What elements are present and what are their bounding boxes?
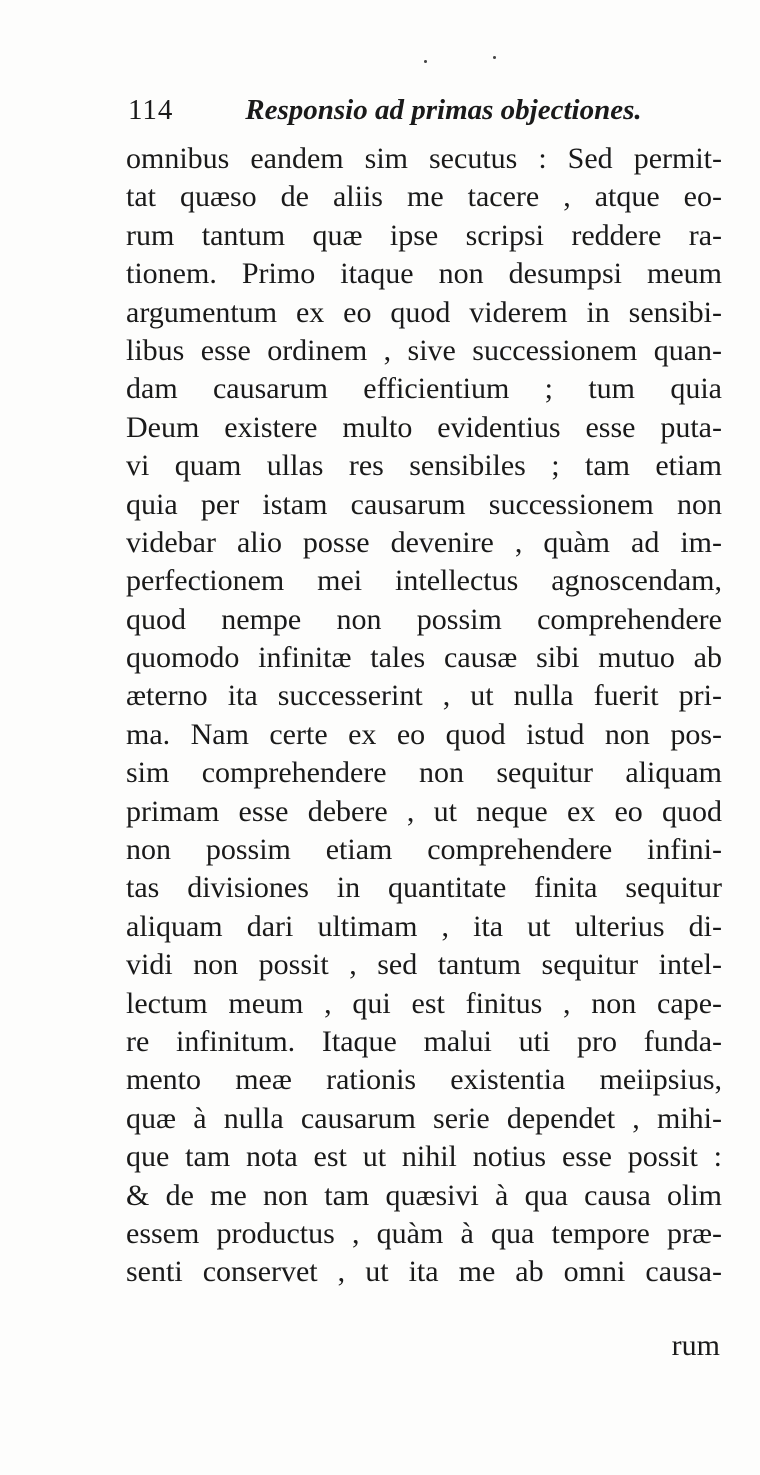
text-line: essem productus , quàm à qua tempore præ- [126,1216,722,1250]
page-number: 114 [128,94,174,126]
text-line: sim comprehendere non sequitur aliquam [126,756,722,790]
text-line: quomodo infinitæ tales causæ sibi mutuo ab [126,641,722,675]
text-line: senti conservet , ut ita me ab omni causa- [126,1255,722,1289]
text-line: quod nempe non possim comprehendere [126,602,722,636]
text-line: non possim etiam comprehendere infini- [126,833,722,867]
text-line: libus esse ordinem , sive successionem quan- [126,333,722,367]
ink-speck [424,60,427,63]
text-line: omnibus eandem sim secutus : Sed permit- [126,142,722,175]
text-line: que tam nota est ut nihil notius esse possit : [126,1140,722,1174]
text-line: vidi non possit , sed tantum sequitur intel- [126,948,722,982]
text-line: lectum meum , qui est finitus , non cape- [126,986,722,1020]
text-line: tionem. Primo itaque non desumpsi meum [126,257,722,291]
text-line: perfectionem mei intellectus agnoscendam, [126,564,722,598]
text-line: quia per istam causarum successionem non [126,487,722,521]
catchword: rum [671,1329,720,1362]
text-line: & de me non tam quæsivi à qua causa olim [126,1178,722,1212]
ink-speck [493,56,496,59]
text-line: quæ à nulla causarum serie dependet , mihi- [126,1101,722,1135]
text-line: æterno ita successerint , ut nulla fuerit pri- [126,679,722,713]
text-line: re infinitum. Itaque malui uti pro funda- [126,1024,722,1058]
text-line: tat quæso de aliis me tacere , atque eo- [126,180,722,214]
body-text [126,140,722,1292]
text-line: tas divisiones in quantitate finita sequitur [126,871,722,905]
text-line: mento meæ rationis existentia meiipsius, [126,1063,722,1097]
text-line: vi quam ullas res sensibiles ; tam etiam [126,449,722,483]
text-line: rum tantum quæ ipse scripsi reddere ra- [126,218,722,252]
text-line: aliquam dari ultimam , ita ut ulterius di- [126,909,722,943]
text-line: argumentum ex eo quod viderem in sensibi- [126,295,722,329]
text-line: ma. Nam certe ex eo quod istud non pos- [126,717,722,751]
running-title: Responsio ad primas objectiones. [245,94,642,126]
text-line: Deum existere multo evidentius esse puta- [126,410,722,444]
text-line: dam causarum efficientium ; tum quia [126,372,722,406]
text-line: primam esse debere , ut neque ex eo quod [126,794,722,828]
page-header [128,88,728,132]
text-line: videbar alio posse devenire , quàm ad im- [126,525,722,559]
